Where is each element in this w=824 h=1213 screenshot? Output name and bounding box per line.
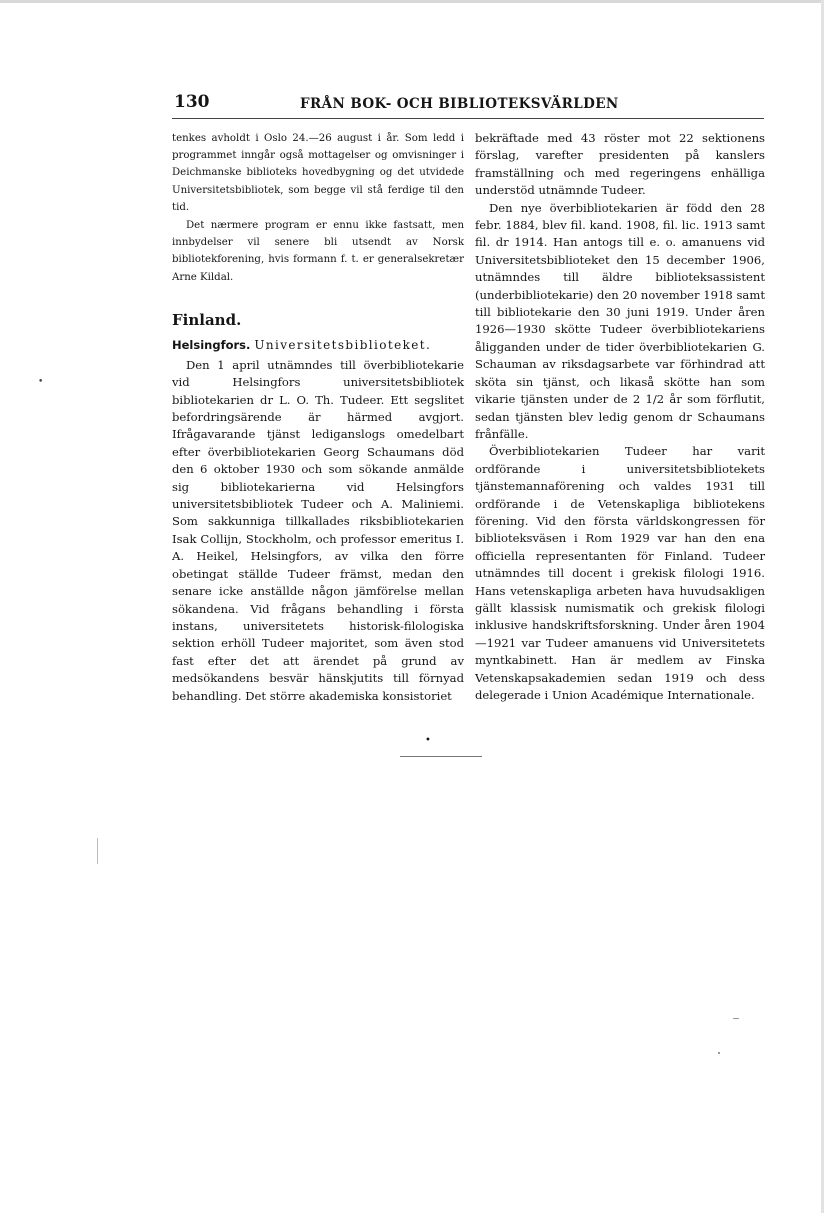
end-ornament: •: [425, 735, 431, 746]
left-column: [172, 130, 464, 705]
page-number: 130: [174, 92, 210, 112]
section-heading-finland: Finland.: [172, 310, 242, 329]
subheading-place: Helsingfors.: [172, 337, 251, 352]
running-title: FRÅN BOK- OCH BIBLIOTEKSVÄRLDEN: [300, 96, 619, 112]
margin-line: [97, 838, 98, 864]
header-rule: [172, 118, 764, 119]
right-column: [475, 130, 765, 704]
right-paragraph-3: Överbibliotekarien Tudeer har varit ordförande i universitetsbibliotekets tjänstemannaförening och valdes 1931 till ordförande i de Vetenskapliga bibliotekens förening. Vid den första världskongressen för biblioteksväsen i Rom 1929 var han den ena officiella representanten för Finland. Tudeer utnämndes till docent i grekisk filologi 1916. Hans vetenskapliga arbeten hava huvudsakligen gällt klassisk numismatik och grekisk filologi inklusive handskriftsforskning. Under åren 1904—1921 var Tudeer amanuens vid Universitetets myntkabinett. Han är medlem av Finska Vetenskapsakademien sedan 1919 och dess delegerade i Union Académique Internationale.: [475, 444, 765, 702]
speck-dash: [733, 1018, 739, 1019]
right-paragraph-2: Den nye överbibliotekarien är född den 28 febr. 1884, blev fil. kand. 1908, fil. lic. 1913 samt fil. dr 1914. Han antogs till e. o. amanuens vid Universitetsbiblioteket den 15 december 1906, utnämndes till äldre biblioteksassistent (underbibliotekarie) den 20 november 1918 samt till bibliotekarie den 30 juni 1919. Under åren 1926—1930 skötte Tudeer överbibliotekariens åligganden under de tider överbibliotekarien G. Schauman av riksdagsarbete var förhindrad att sköta sin tjänst, och likaså skötte han som vikarie tjänsten under de 2 1/2 år som förflutit, sedan tjänsten blev ledig genom dr Schaumans frånfälle.: [475, 200, 765, 441]
margin-speck: •: [38, 377, 44, 387]
subheading-institution: Universitetsbiblioteket.: [254, 337, 432, 352]
scan-edge-top: [0, 0, 824, 3]
end-rule: [400, 756, 482, 757]
norway-paragraph-2: Det nærmere program er ennu ikke fastsatt, men innbydelser vil senere bli utsendt av Norsk bibliotekforening, hvis formann f. t. er generalsekretær Arne Kildal.: [172, 220, 464, 283]
norway-paragraph-1: tenkes avholdt i Oslo 24.—26 august i år. Som ledd i programmet inngår også mottagelser og omvisninger i Deichmanske biblioteks hovedbygning og det utvidede Universitetsbibliotek, som begge vil stå ferdige til den tid.: [172, 133, 464, 213]
speck-dot: [718, 1052, 720, 1054]
right-paragraph-1: bekräftade med 43 röster mot 22 sektionens förslag, varefter presidenten på kanslers framställning och med regeringens enhälliga understöd utnämnde Tudeer.: [475, 131, 765, 198]
finland-paragraph: Den 1 april utnämndes till överbibliotekarie vid Helsingfors universitetsbibliotek bibliotekarien dr L. O. Th. Tudeer. Ett segslitet befordringsärende är härmed avgjort. Ifrågavarande tjänst lediganslogs omedelbart efter överbibliotekarien Georg Schaumans död den 6 oktober 1930 och som sökande anmälde sig bibliotekarierna vid Helsingfors universitetsbibliotek Tudeer och A. Maliniemi. Som sakkunniga tillkallades riksbibliotekarien Isak Collijn, Stockholm, och professor emeritus I. A. Heikel, Helsingfors, av vilka den förre obetingat ställde Tudeer främst, medan den senare icke anställde någon jämförelse mellan sökandena. Vid frågans behandling i första instans, universitetets historisk-filologiska sektion erhöll Tudeer majoritet, som även stod fast efter det att ärendet på grund av medsökandens besvär hänskjutits till förnyad behandling. Det större akademiska konsistoriet: [172, 357, 464, 703]
subheading: [172, 338, 464, 352]
